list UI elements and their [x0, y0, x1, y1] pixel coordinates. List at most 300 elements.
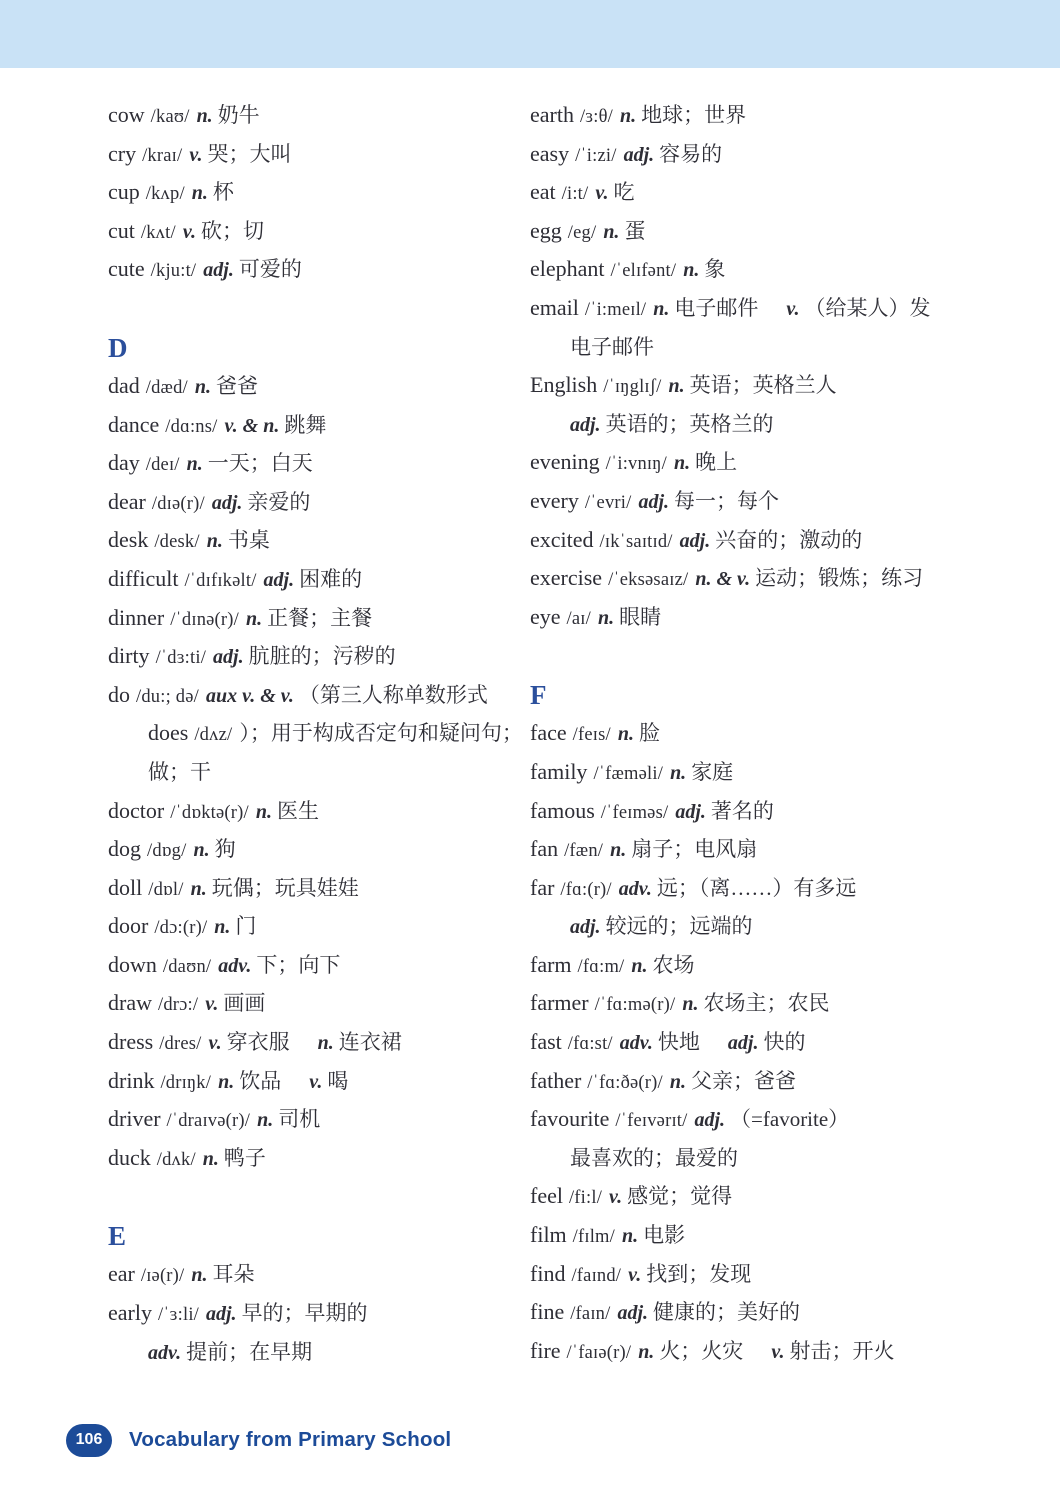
entry-word: day [108, 450, 140, 476]
vocab-entry [108, 984, 520, 1023]
entry-line [108, 521, 520, 560]
entry-pos: n. [620, 105, 637, 127]
entry-pos: n. [610, 839, 627, 862]
entry-line [108, 984, 520, 1023]
vocab-entry [108, 1100, 520, 1139]
entry-meaning: ）；用于构成否定句和疑问句； [239, 721, 523, 746]
entry-meaning: 较远的；远端的 [605, 914, 753, 939]
entry-meaning: 玩偶；玩具娃娃 [211, 875, 359, 900]
vocab-entry [108, 173, 520, 212]
entry-phonetic: /ˈdɪnə(r)/ [170, 609, 239, 630]
entry-phonetic: /fæn/ [564, 841, 604, 862]
entry-pos: n. [638, 1340, 655, 1363]
entry-phonetic: /ˈi:meɪl/ [584, 299, 647, 320]
entry-meaning: 英语的；英格兰的 [605, 411, 774, 436]
entry-phonetic: /i:t/ [561, 184, 589, 205]
entry-line [530, 482, 1000, 521]
entry-pos: n. [196, 105, 213, 127]
entry-phonetic: /kju:t/ [150, 261, 197, 282]
entry-line [530, 869, 1000, 908]
entry-word: face [530, 720, 567, 746]
vocab-entry [530, 521, 1000, 560]
entry-word: eye [530, 603, 561, 629]
entry-word: down [108, 951, 157, 977]
entry-line [108, 367, 520, 406]
entry-line [108, 676, 520, 715]
entry-phonetic: /fi:l/ [568, 1188, 603, 1209]
vocab-entry [108, 869, 520, 908]
entry-meaning: 提前；在早期 [186, 1339, 313, 1364]
entry-line [530, 714, 1000, 753]
entry-phonetic: /faɪnd/ [571, 1265, 622, 1286]
entry-line [108, 907, 520, 946]
entry-meaning: 困难的 [299, 566, 363, 591]
entry-meaning: 健康的；美好的 [653, 1300, 801, 1325]
entry-meaning: 司机 [278, 1107, 321, 1132]
entry-phonetic: /fɪlm/ [572, 1227, 615, 1248]
entry-pos: n. [683, 259, 700, 282]
entry-phonetic: /dʌk/ [156, 1149, 196, 1170]
entry-word: dear [108, 488, 146, 514]
entry-meaning: 每一；每个 [674, 488, 780, 513]
entry-line [108, 135, 520, 174]
entry-phonetic: /ˈevri/ [584, 492, 632, 513]
entry-line [108, 212, 520, 251]
entry-word: eat [530, 179, 556, 205]
vocab-entry [530, 559, 1000, 598]
entry-pos: n. [621, 1225, 639, 1248]
vocab-entry [530, 598, 1000, 637]
entry-word: dinner [108, 604, 165, 630]
entry-line [530, 1100, 1000, 1139]
entry-pos: adj. [211, 491, 243, 514]
entry-line [108, 830, 520, 869]
entry-phonetic: /dɒg/ [147, 841, 187, 862]
entry-line [530, 250, 1000, 289]
vocab-entry [108, 907, 520, 946]
vocab-entry [108, 406, 520, 445]
entry-meaning: （给某人）发 [804, 295, 931, 320]
entry-meaning: 感觉；觉得 [627, 1184, 733, 1209]
entry-phonetic: /ˈi:zi/ [575, 145, 617, 166]
entry-line [530, 1255, 1000, 1294]
entry-pos: adv. [618, 877, 652, 900]
vocab-entry [530, 946, 1000, 985]
entry-pos: n. [214, 916, 231, 939]
entry-pos: n. [597, 606, 615, 629]
entry-word: farm [530, 951, 572, 977]
entry-pos: n. [631, 954, 648, 977]
entry-word: desk [108, 527, 149, 553]
entry-pos: n. [670, 761, 687, 784]
vocab-entry [530, 443, 1000, 482]
footer-title: Vocabulary from Primary School [129, 1428, 452, 1451]
entry-pos: v. [771, 1340, 785, 1363]
entry-line [530, 1216, 1000, 1255]
entry-pos: n. [668, 375, 685, 398]
entry-pos: adv. [148, 1341, 182, 1364]
entry-line [530, 792, 1000, 831]
vocab-entry [530, 1023, 1000, 1062]
entry-line [530, 1332, 1000, 1371]
entry-line [530, 753, 1000, 792]
entry-phonetic: /ˈeksəsaɪz/ [608, 570, 689, 591]
entry-pos: n. [653, 297, 670, 320]
entry-line [530, 1062, 1000, 1101]
entry-meaning: 哭；大叫 [207, 141, 292, 166]
vocab-entry [530, 753, 1000, 792]
entry-line-continued [530, 907, 1000, 946]
vocab-entry [530, 1100, 1000, 1177]
entry-word: difficult [108, 565, 179, 591]
entry-meaning: 著名的 [710, 798, 774, 823]
entry-line [530, 984, 1000, 1023]
entry-meaning: 狗 [214, 837, 236, 862]
vocab-entry [108, 483, 520, 522]
section-letter-E: E [108, 1221, 127, 1252]
vocab-entry [530, 869, 1000, 946]
entry-meaning: 兴奋的；激动的 [715, 527, 863, 552]
entry-pos: n. [317, 1032, 334, 1055]
entry-pos: adv. [619, 1032, 653, 1055]
vocab-entry [530, 1293, 1000, 1332]
entry-word: does [148, 720, 189, 746]
entry-phonetic: /ˈdɪfɪkəlt/ [184, 570, 257, 591]
entry-word: find [530, 1260, 566, 1286]
entry-meaning: 砍；切 [200, 218, 264, 243]
entry-pos: adj. [213, 646, 244, 669]
entry-pos: v. [628, 1263, 642, 1286]
entry-meaning: 农场主；农民 [703, 991, 830, 1016]
entry-word: fan [530, 836, 559, 862]
entry-meaning: 吃 [613, 180, 635, 205]
entry-word: duck [108, 1144, 151, 1170]
vocab-entry [108, 599, 520, 638]
entry-phonetic: /eg/ [567, 222, 597, 243]
vocab-entry [530, 1332, 1000, 1371]
entry-line [108, 250, 520, 289]
entry-phonetic: /kraɪ/ [142, 145, 183, 166]
entry-word: far [530, 874, 555, 900]
entry-line [530, 96, 1000, 135]
entry-phonetic: /ˈdɜ:ti/ [155, 648, 207, 669]
entry-word: earth [530, 102, 574, 127]
entry-pos: n. [257, 1109, 274, 1132]
entry-phonetic: /dres/ [159, 1034, 202, 1055]
entry-meaning: 早的；早期的 [241, 1301, 368, 1326]
vocab-entry [530, 173, 1000, 212]
vocab-entry [108, 1255, 520, 1294]
entry-meaning: 找到；发现 [646, 1261, 752, 1286]
entry-phonetic: /ˈɜ:li/ [157, 1305, 199, 1326]
entry-pos: adj. [638, 490, 670, 513]
entry-phonetic: /ɪkˈsaɪtɪd/ [599, 531, 673, 552]
vocab-entry [530, 1062, 1000, 1101]
entry-meaning: 电影 [643, 1223, 686, 1248]
entry-meaning: 象 [704, 257, 726, 282]
entry-line [530, 212, 1000, 251]
entry-word: family [530, 758, 588, 784]
vocab-column-right [530, 96, 1000, 1370]
entry-pos: adj. [570, 413, 601, 436]
entry-pos: n. [245, 607, 263, 630]
entry-word: doll [108, 874, 143, 900]
vocab-entry [530, 830, 1000, 869]
entry-line [108, 96, 520, 135]
entry-pos: adj. [570, 916, 601, 939]
entry-line [108, 444, 520, 483]
entry-meaning: 蛋 [624, 218, 646, 243]
section-letter-F: F [530, 680, 547, 711]
vocab-entry [108, 250, 520, 289]
entry-phonetic: /ˈfɑ:ðə(r)/ [587, 1072, 663, 1093]
entry-phonetic: /ˈelɪfənt/ [610, 261, 677, 282]
entry-line [530, 443, 1000, 482]
entry-pos: n. [206, 530, 223, 553]
vocab-entry [530, 984, 1000, 1023]
entry-phonetic: /kʌt/ [140, 222, 176, 243]
entry-meaning: 电子邮件 [570, 334, 654, 359]
entry-meaning: 正餐；主餐 [267, 605, 373, 630]
entry-line [108, 946, 520, 985]
entry-pos: n. [673, 452, 691, 475]
entry-word: cup [108, 179, 140, 205]
entry-pos: adj. [694, 1109, 726, 1132]
entry-line [108, 1023, 520, 1062]
vocab-entry [108, 96, 520, 135]
entry-pos: n. [669, 1070, 686, 1093]
entry-line-continued [108, 1333, 520, 1372]
entry-line [108, 637, 520, 676]
entry-meaning: 可爱的 [238, 257, 302, 282]
entry-pos: v. [309, 1070, 323, 1093]
vocab-entry [108, 1294, 520, 1371]
vocab-entry [108, 830, 520, 869]
entry-meaning: 穿衣服 [226, 1030, 290, 1055]
entry-pos: v. [205, 993, 219, 1016]
entry-word: cry [108, 140, 137, 166]
entry-line [530, 830, 1000, 869]
entry-word: fire [530, 1337, 561, 1363]
entry-meaning: （=favorite） [730, 1107, 850, 1132]
vocab-entry [530, 792, 1000, 831]
entry-phonetic: /ˈdraɪvə(r)/ [166, 1111, 251, 1132]
page-number-badge: 106 [66, 1424, 112, 1457]
vocab-entry [108, 1139, 520, 1178]
entry-line [530, 1177, 1000, 1216]
entry-pos: adj. [263, 568, 295, 591]
entry-meaning: 英语；英格兰人 [689, 373, 837, 398]
page-footer [66, 1423, 451, 1457]
vocab-entry [108, 135, 520, 174]
vocab-entry [108, 212, 520, 251]
entry-word: exercise [530, 565, 603, 591]
entry-pos: v. [609, 1186, 623, 1209]
entry-phonetic: /ˈfeɪvərɪt/ [615, 1111, 688, 1132]
entry-phonetic: /ɪə(r)/ [140, 1266, 185, 1287]
entry-pos: n. [190, 877, 207, 900]
entry-word: fast [530, 1029, 562, 1055]
entry-phonetic: /dɑ:ns/ [165, 416, 218, 437]
entry-line [108, 560, 520, 599]
entry-meaning: 父亲；爸爸 [690, 1068, 796, 1093]
entry-phonetic: /desk/ [154, 532, 200, 553]
entry-pos: adj. [675, 800, 706, 823]
vocab-entry [108, 1023, 520, 1062]
entry-word: driver [108, 1106, 161, 1132]
entry-line [108, 1255, 520, 1294]
entry-phonetic: /fɑ:m/ [577, 956, 625, 977]
entry-meaning: 跳舞 [284, 412, 327, 437]
entry-phonetic: /ˈi:vnɪŋ/ [605, 454, 667, 475]
entry-word: doctor [108, 797, 165, 823]
entry-phonetic: /ˈfɑ:mə(r)/ [594, 995, 676, 1016]
vocab-entry [530, 135, 1000, 174]
entry-word: farmer [530, 990, 589, 1016]
entry-phonetic: /ˈfeɪməs/ [600, 802, 669, 823]
entry-word: early [108, 1300, 152, 1326]
vocab-entry [108, 367, 520, 406]
entry-pos: n. [603, 220, 620, 243]
entry-meaning: 肮脏的；污秽的 [248, 644, 396, 669]
entry-meaning: 眼睛 [619, 604, 662, 629]
section-letter-D: D [108, 332, 128, 363]
entry-phonetic: /dɔ:(r)/ [154, 918, 208, 939]
entry-pos: adj. [727, 1032, 759, 1055]
entry-meaning: 快的 [763, 1030, 806, 1055]
entry-pos: adj. [679, 529, 711, 552]
entry-phonetic: /dæd/ [145, 377, 188, 398]
vocab-entry [530, 250, 1000, 289]
entry-phonetic: /du:; də/ [136, 686, 199, 707]
vocab-entry [108, 1062, 520, 1101]
entry-line [108, 483, 520, 522]
entry-pos: adj. [617, 1302, 649, 1325]
entry-pos: n. [218, 1070, 235, 1093]
entry-word: film [530, 1222, 567, 1248]
entry-phonetic: /ˈɪŋglɪʃ/ [603, 377, 662, 398]
entry-meaning: 一天；白天 [207, 451, 313, 476]
entry-meaning: 电子邮件 [674, 295, 759, 320]
entry-meaning: 脸 [638, 721, 660, 746]
entry-meaning: 奶牛 [217, 103, 260, 127]
vocab-entry [108, 444, 520, 483]
entry-meaning: 射击；开火 [789, 1338, 895, 1363]
entry-meaning: 门 [235, 914, 257, 939]
entry-pos: aux v. & v. [205, 684, 294, 707]
entry-pos: v. [595, 182, 609, 205]
vocab-entry [530, 212, 1000, 251]
entry-word: elephant [530, 256, 605, 282]
entry-line [108, 173, 520, 212]
entry-line [108, 1139, 520, 1178]
entry-word: cut [108, 217, 135, 243]
entry-phonetic: /dɪə(r)/ [151, 493, 205, 514]
entry-word: English [530, 372, 598, 398]
entry-phonetic: /drɪŋk/ [160, 1072, 212, 1093]
entry-word: draw [108, 990, 152, 1016]
entry-meaning: 杯 [212, 180, 234, 205]
entry-meaning: 饮品 [239, 1068, 282, 1093]
entry-pos: v. [182, 220, 196, 243]
entry-word: dad [108, 372, 140, 398]
entry-meaning: 书桌 [227, 528, 270, 553]
entry-line-continued [530, 328, 1000, 367]
entry-word: cute [108, 256, 145, 282]
entry-phonetic: /kaʊ/ [150, 107, 190, 127]
entry-line [108, 406, 520, 445]
entry-word: famous [530, 797, 595, 823]
entry-phonetic: /ˈdɒktə(r)/ [170, 802, 249, 823]
entry-phonetic: /dɒl/ [148, 879, 184, 900]
entry-phonetic: /ˈfæməli/ [593, 763, 664, 784]
entry-line-continued [530, 1139, 1000, 1178]
entry-word: drink [108, 1067, 155, 1093]
entry-word: dress [108, 1029, 154, 1055]
entry-pos: n. [191, 1264, 208, 1287]
entry-meaning: 快地 [657, 1030, 700, 1055]
entry-meaning: 医生 [276, 798, 319, 823]
entry-pos: adj. [203, 259, 234, 282]
entry-line [530, 598, 1000, 637]
entry-meaning: 连衣裙 [338, 1030, 402, 1055]
entry-meaning: 晚上 [695, 450, 738, 475]
entry-meaning: 鸭子 [223, 1145, 266, 1170]
entry-phonetic: /faɪn/ [570, 1304, 611, 1325]
entry-line [530, 521, 1000, 560]
entry-word: favourite [530, 1106, 610, 1132]
vocab-entry [108, 792, 520, 831]
entry-meaning: 喝 [327, 1068, 349, 1093]
entry-line [108, 869, 520, 908]
entry-phonetic: /fɑ:(r)/ [560, 879, 612, 900]
entry-meaning: 做；干 [148, 759, 211, 784]
entry-line-continued [530, 405, 1000, 444]
entry-pos: v. & n. [224, 414, 280, 437]
entry-pos: n. [194, 375, 212, 398]
entry-phonetic: /ɜ:θ/ [579, 107, 614, 127]
entry-meaning: 地球；世界 [641, 103, 747, 127]
entry-word: every [530, 487, 579, 513]
entry-pos: v. [786, 297, 800, 320]
entry-pos: n. [191, 182, 208, 205]
vocab-entry [530, 1216, 1000, 1255]
entry-meaning: 最喜欢的；最爱的 [570, 1145, 738, 1170]
entry-word: excited [530, 526, 594, 552]
entry-word: dirty [108, 643, 150, 669]
top-banner [0, 0, 1060, 68]
entry-word: dog [108, 836, 141, 862]
entry-phonetic: /aɪ/ [566, 608, 591, 629]
entry-meaning: 家庭 [691, 759, 734, 784]
entry-phonetic: /fɑ:st/ [567, 1034, 613, 1055]
entry-pos: n. & v. [695, 568, 751, 591]
entry-meaning: （第三人称单数形式 [298, 682, 488, 707]
entry-meaning: 远；（离……）有多远 [656, 875, 857, 900]
entry-word: dance [108, 411, 160, 437]
entry-phonetic: /drɔ:/ [157, 995, 199, 1016]
entry-line [108, 792, 520, 831]
entry-phonetic: /feɪs/ [572, 725, 611, 746]
entry-pos: adj. [206, 1303, 237, 1326]
entry-word: email [530, 294, 579, 320]
entry-meaning: 容易的 [659, 141, 723, 166]
entry-line [530, 173, 1000, 212]
entry-word: door [108, 913, 149, 939]
entry-pos: n. [255, 800, 272, 823]
entry-phonetic: /dʌz/ [194, 725, 233, 746]
vocab-entry [108, 560, 520, 599]
